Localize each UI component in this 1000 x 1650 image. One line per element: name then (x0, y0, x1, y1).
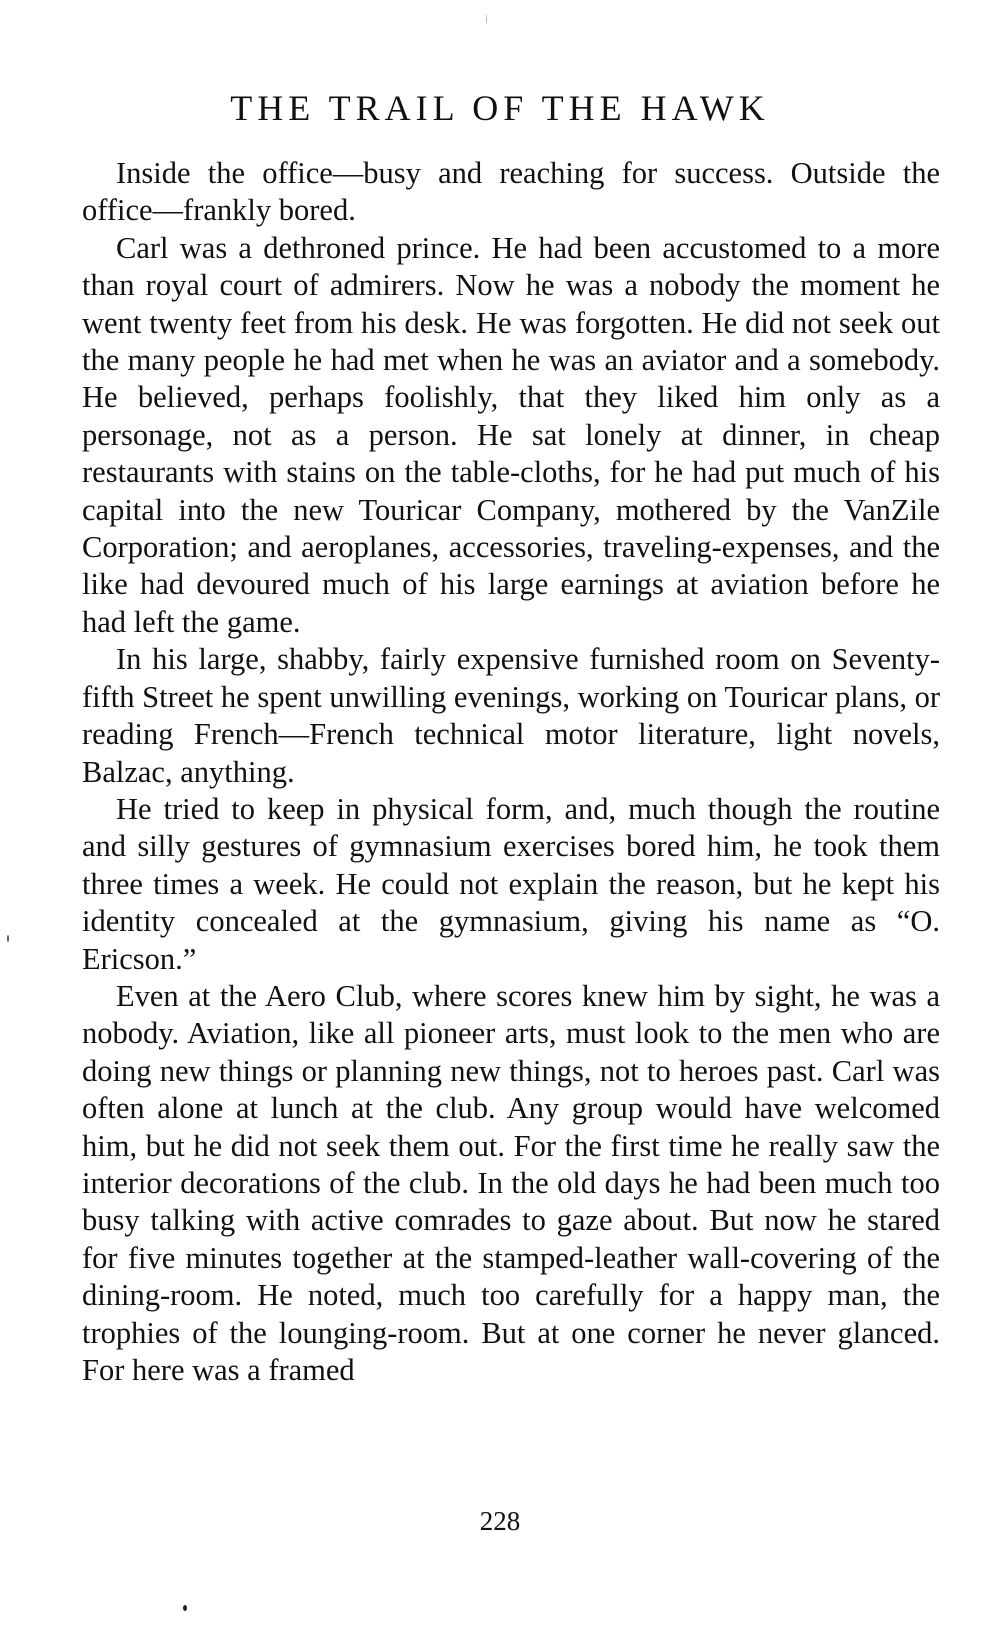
print-speck (7, 935, 9, 942)
paragraph: Even at the Aero Club, where scores knew him by sight, he was a nobody. Aviation, like all pioneer arts, must look to the men who are doing new things or planning new things, not to heroes past. Carl was often alone at lunch at the club. Any group would have welcomed him, but he did not seek them out. For the first time he really saw the interior decorations of the club. In the old days he had been much too busy talking with active comrades to gaze about. But now he stared for five minutes together at the stamped-leather wall-covering of the dining-room. He noted, much too carefully for a happy man, the trophies of the lounging-room. But at one corner he never glanced. For here was a framed (82, 978, 940, 1387)
print-speck (183, 1605, 187, 1611)
paragraph: In his large, shabby, fairly expensive furnished room on Seventy-fifth Street he spent unwilling evenings, working on Touricar plans, or reading French—French technical motor literature, light novels, Balzac, anything. (82, 642, 940, 789)
page-number: 228 (479, 1506, 521, 1536)
print-speck (486, 14, 487, 24)
paragraph: He tried to keep in physical form, and, much though the routine and silly gestures of gymnasium exercises bored him, he took them three times a week. He could not explain the reason, but he kept his identity concealed at the gymnasium, giving his name as “O. Ericson.” (82, 791, 940, 976)
paragraph: Inside the office—busy and reaching for success. Outside the office—frankly bored. (82, 156, 940, 228)
body-text (82, 155, 940, 1389)
paragraph: Carl was a dethroned prince. He had been accustomed to a more than royal court of admirers. Now he was a nobody the moment he went twenty feet from his desk. He was forgotten. He did not seek out the many people he had met when he was an aviator and a somebody. He believed, perhaps foolishly, that they liked him only as a personage, not as a person. He sat lonely at dinner, in cheap restaurants with stains on the table-cloths, for he had put much of his capital into the new Touricar Company, mothered by the VanZile Corporation; and aeroplanes, accessories, traveling-expenses, and the like had devoured much of his large earnings at aviation before he had left the game. (82, 230, 940, 639)
running-head: THE TRAIL OF THE HAWK (230, 88, 770, 128)
